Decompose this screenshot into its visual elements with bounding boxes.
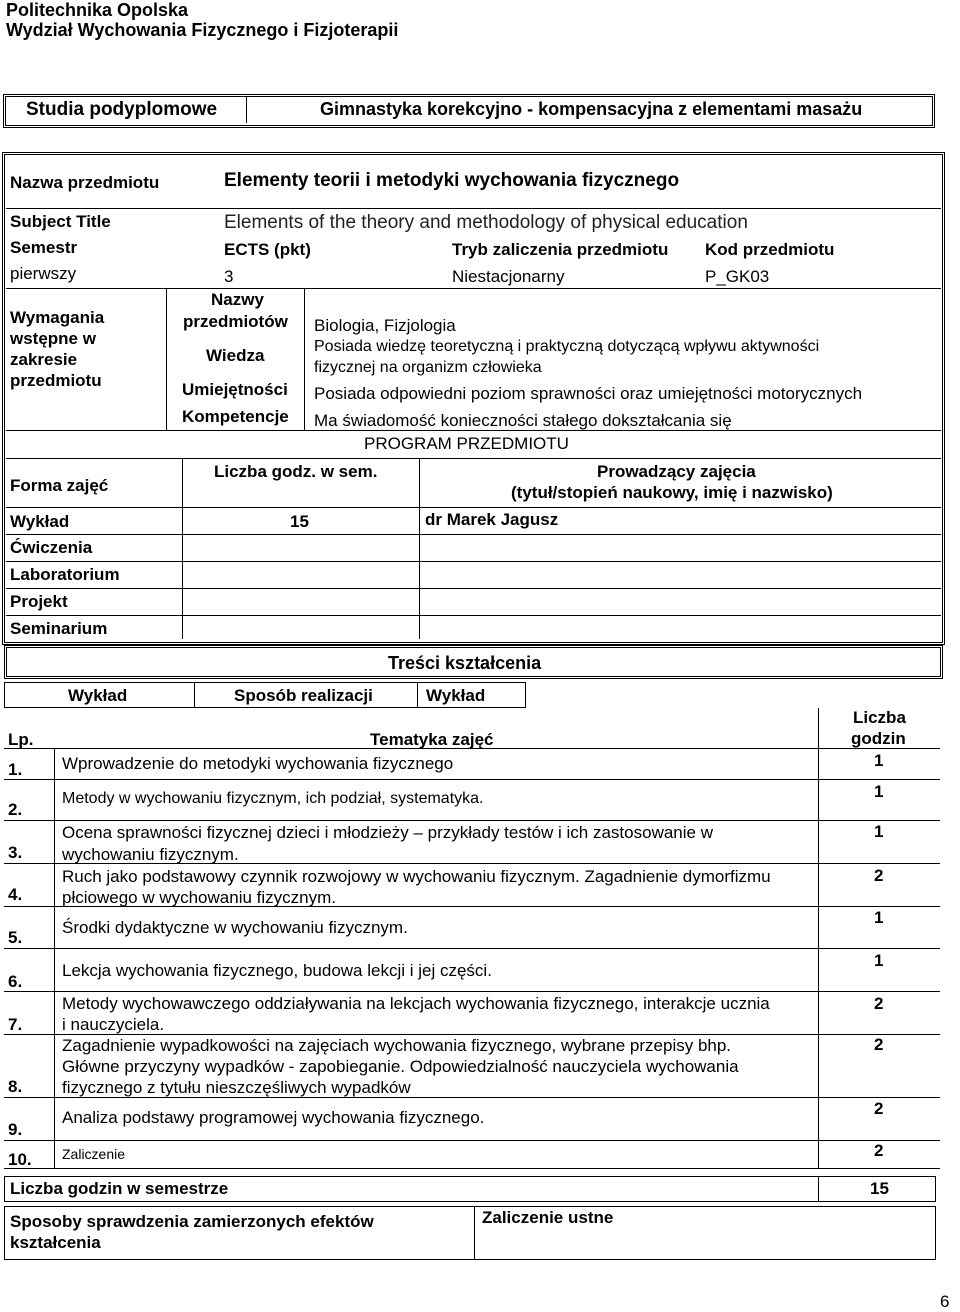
topic-hours: 2	[874, 866, 884, 885]
subject-name-label: Nazwa przedmiotu	[10, 173, 160, 192]
topic-lp: 6.	[8, 972, 23, 991]
topic-label: Tematyka zajęć	[370, 730, 494, 749]
code-value: P_GK03	[705, 267, 770, 286]
topic-line: Ruch jako podstawowy czynnik rozwojowy w wychowaniu fizycznym. Zagadnienie dymorfizmu	[62, 867, 771, 886]
form-row-project: Projekt	[10, 592, 68, 611]
method-label: Sposób realizacji	[234, 686, 373, 705]
topic-line: wychowaniu fizycznym.	[62, 845, 239, 864]
topic-hours-label-1: Liczba	[853, 708, 906, 727]
skills-value: Posiada odpowiedni poziom sprawności oraz umiejętności motorycznych	[314, 384, 863, 403]
topic-hours: 2	[874, 1035, 884, 1054]
form-row-seminar: Seminarium	[10, 619, 108, 638]
topic-line: Lekcja wychowania fizycznego, budowa lekcji i jej części.	[62, 961, 492, 980]
topic-lp: 1.	[8, 760, 23, 779]
topic-lp: 9.	[8, 1120, 23, 1139]
topic-line: Metody w wychowaniu fizycznym, ich podział, systematyka.	[62, 790, 484, 807]
subjects-label-2: przedmiotów	[183, 312, 288, 331]
topic-hours-label-2: godzin	[851, 729, 906, 748]
studies-label: Studia podyplomowe	[26, 99, 218, 120]
topic-lp: 4.	[8, 885, 23, 904]
topic-line: Zaliczenie	[62, 1146, 126, 1162]
skills-label: Umiejętności	[182, 380, 288, 399]
assessment-value: Zaliczenie ustne	[482, 1208, 614, 1227]
topic-line: Środki dydaktyczne w wychowaniu fizycznym.	[62, 918, 408, 937]
topic-lp: 3.	[8, 843, 23, 862]
hours-row-lecture: 15	[290, 512, 309, 531]
teacher-row-lecture: dr Marek Jagusz	[425, 510, 559, 529]
mode-label: Tryb zaliczenia przedmiotu	[452, 240, 669, 259]
content-form: Wykład	[68, 686, 128, 705]
subjects-label-1: Nazwy	[211, 290, 264, 309]
requirements-label-1: Wymagania	[10, 308, 105, 327]
requirements-label-4: przedmiotu	[10, 371, 102, 390]
total-label: Liczba godzin w semestrze	[10, 1179, 229, 1198]
topic-line: płciowego w wychowaniu fizycznym.	[62, 888, 336, 907]
form-row-laboratory: Laboratorium	[10, 565, 120, 584]
topic-hours: 2	[874, 994, 884, 1013]
subjects-value: Biologia, Fizjologia	[314, 316, 456, 335]
topic-line: Analiza podstawy programowej wychowania fizycznego.	[62, 1108, 485, 1127]
semester-label: Semestr	[10, 238, 78, 257]
assessment-label-1: Sposoby sprawdzenia zamierzonych efektów	[10, 1212, 374, 1231]
topic-line: Metody wychowawczego oddziaływania na lekcjach wychowania fizycznego, interakcje ucznia	[62, 994, 770, 1013]
subject-title-value: Elements of the theory and methodology of physical education	[224, 212, 748, 233]
subject-name-value: Elementy teorii i metodyki wychowania fizycznego	[224, 170, 680, 191]
topic-lp: 10.	[8, 1150, 32, 1169]
method-value: Wykład	[426, 686, 486, 705]
topic-line: i nauczyciela.	[62, 1015, 165, 1034]
teacher-label-2: (tytuł/stopień naukowy, imię i nazwisko)	[511, 483, 833, 502]
topic-line: Wprowadzenie do metodyki wychowania fizycznego	[62, 754, 454, 773]
lp-label: Lp.	[8, 730, 34, 749]
requirements-label-3: zakresie	[10, 350, 78, 369]
ects-value: 3	[224, 267, 234, 286]
competence-value: Ma świadomość konieczności stałego dokształcania się	[314, 411, 732, 430]
knowledge-value-1: Posiada wiedzę teoretyczną i praktyczną dotyczącą wpływu aktywności	[314, 338, 820, 355]
topic-lp: 5.	[8, 928, 23, 947]
topic-hours: 1	[874, 751, 884, 770]
form-row-exercises: Ćwiczenia	[10, 538, 93, 557]
form-row-lecture: Wykład	[10, 512, 70, 531]
topic-lp: 2.	[8, 800, 23, 819]
topic-hours: 1	[874, 951, 884, 970]
topic-hours: 1	[874, 822, 884, 841]
topic-hours: 2	[874, 1099, 884, 1118]
program-title: PROGRAM PRZEDMIOTU	[364, 434, 569, 453]
requirements-label-2: wstępne w	[10, 329, 96, 348]
ects-label: ECTS (pkt)	[224, 240, 311, 259]
topic-line: Główne przyczyny wypadków - zapobieganie. Odpowiedzialność nauczyciela wychowania	[62, 1057, 739, 1076]
subject-title-label: Subject Title	[10, 212, 111, 231]
knowledge-label: Wiedza	[206, 346, 265, 365]
faculty-name: Wydział Wychowania Fizycznego i Fizjoterapii	[6, 20, 399, 40]
topic-hours: 1	[874, 782, 884, 801]
topic-line: Ocena sprawności fizycznej dzieci i młodzieży – przykłady testów i ich zastosowanie w	[62, 823, 713, 842]
university-name: Politechnika Opolska	[6, 0, 189, 20]
semester-value: pierwszy	[10, 264, 77, 283]
topic-lp: 7.	[8, 1015, 23, 1034]
topic-line: Zagadnienie wypadkowości na zajęciach wychowania fizycznego, wybrane przepisy bhp.	[62, 1036, 732, 1055]
topic-line: fizycznego z tytułu nieszczęśliwych wypadków	[62, 1078, 411, 1097]
form-label: Forma zajęć	[10, 476, 109, 495]
topic-hours: 1	[874, 908, 884, 927]
code-label: Kod przedmiotu	[705, 240, 835, 259]
content-title: Treści kształcenia	[388, 653, 542, 673]
total-value: 15	[870, 1179, 889, 1198]
page-number: 6	[940, 1292, 950, 1311]
hours-label: Liczba godz. w sem.	[214, 462, 378, 481]
competence-label: Kompetencje	[182, 407, 289, 426]
teacher-label-1: Prowadzący zajęcia	[597, 462, 756, 481]
knowledge-value-2: fizycznej na organizm człowieka	[314, 359, 542, 376]
assessment-label-2: kształcenia	[10, 1233, 101, 1252]
studies-name: Gimnastyka korekcyjno - kompensacyjna z elementami masażu	[320, 99, 863, 119]
topic-lp: 8.	[8, 1077, 23, 1096]
topic-hours: 2	[874, 1141, 884, 1160]
mode-value: Niestacjonarny	[452, 267, 565, 286]
